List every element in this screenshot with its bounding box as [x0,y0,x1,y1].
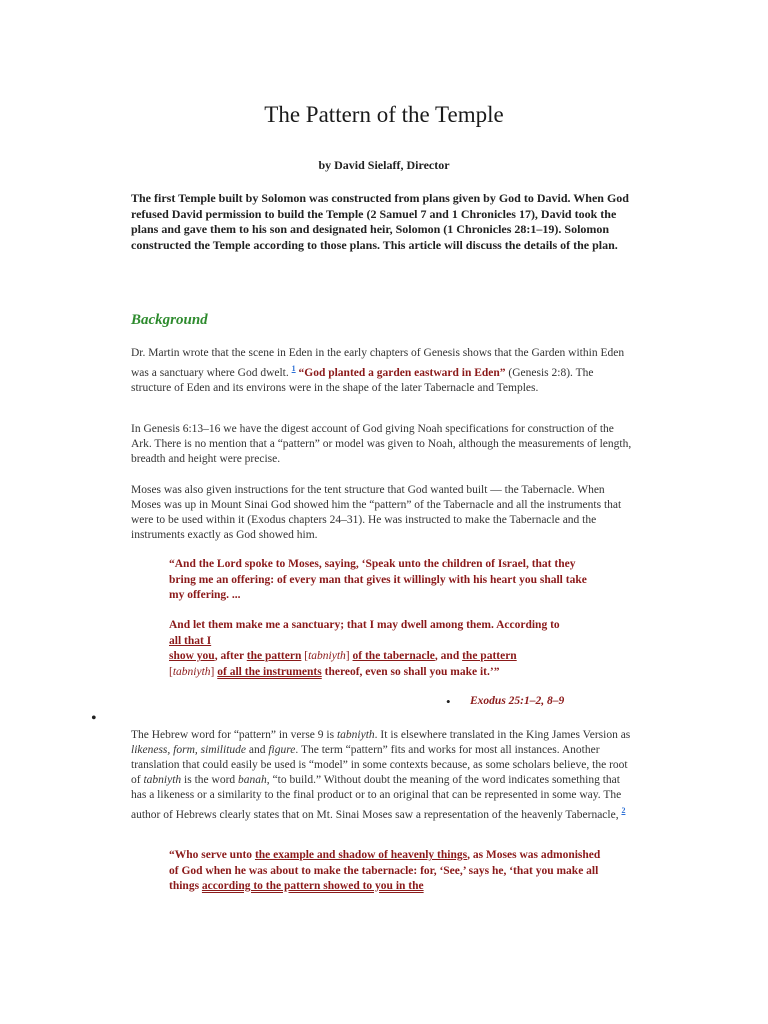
text: is the word [184,774,236,786]
text: , “to build.” Without doubt the meaning of the word indicates something that has a likeness or a similarity to the final product or to an original that can be represented in some way. The author of Hebrews clearly states that on Mt. Sinai Moses saw a representation of the heavenly Tabernacle, [131,774,622,821]
text: thereof, even so shall you make it.’” [324,665,500,678]
text: figure [268,744,296,756]
text: “Who serve unto [169,849,253,861]
text: ] [210,665,215,678]
text: . It is elsewhere translated in the King James Version as [374,729,631,741]
paragraph-noah: In Genesis 6:13–16 we have the digest account of God giving Noah specifications for construction of the Ark. There is no mention that a “pattern” or model was given to Noah, although the measurements of length, breadth and height were precise. [131,423,632,465]
text: and [248,744,266,756]
text: show you [169,650,215,662]
text: tabniyth [336,729,375,741]
text: Dr. Martin wrote that the scene in Eden in the early chapters of Genesis shows that the Garden within Eden was a sanctuary where God dwelt. [131,347,625,379]
text: , as Moses was admonished of God when he was about to make the tabernacle: for, ‘See,’ says he, ‘that you make all things [169,849,601,892]
text: And let them make me a sanctuary; that I may dwell among them. According to [169,619,560,631]
bullet-icon: • [446,694,451,709]
text: ] [345,650,350,662]
paragraph-moses: Moses was also given instructions for the tent structure that God wanted built — the Tabernacle. When Moses was up in Mount Sinai God showed him the “pattern” of the Tabernacle and all the instruments that were to be used within it (Exodus chapters 24–31). He was instructed to make the Tabernacle and the instruments exactly as God showed him. [131,484,622,541]
text: (Genesis 2:8). The structure of Eden and its environs were in the shape of the later Tabernacle and Temples. [131,366,594,394]
scripture-quote-block-1: “And the Lord spoke to Moses, saying, ‘Speak unto the children of Israel, that they bring me an offering: of every man that gives it willingly with his heart you shall take my offering. ... [169,558,587,601]
text: , after [214,650,244,662]
text: the example and shadow of heavenly things [254,849,468,861]
footnote-link-2[interactable]: 2 [621,806,626,815]
text: the pattern [462,650,517,662]
byline: by David Sielaff, Director [318,158,450,172]
intro-paragraph: The first Temple built by Solomon was constructed from plans given by God to David. When God refused David permission to build the Temple (2 Samuel 7 and 1 Chronicles 17), David took the plans and gave them to his son and designated heir, Solomon (1 Chronicles 28:1–19). Solomon constructed the Temple according to those plans. This article will discuss the details of the plan. [131,191,629,252]
text: likeness, form, similitude [131,744,246,756]
scripture-reference: Exodus 25:1–2, 8–9 [470,695,565,707]
text: tabniyth [308,650,346,662]
text: banah [238,774,267,786]
scripture-quote-block-3 [169,848,605,895]
text: all that I [169,634,212,647]
section-heading-background: Background [131,312,208,328]
text: , and [434,650,460,662]
text: tabniyth [172,665,211,678]
text: [ [304,650,309,662]
bullet-icon: • [91,710,97,727]
text: . The term “pattern” fits and works for most all instances. Another translation that could easily be used is “model” in some contexts because, as some scholars believe, the root of [131,744,628,786]
text: [ [169,665,173,678]
text: the pattern [246,650,302,662]
text: tabniyth [143,774,182,786]
text: of the tabernacle [352,650,435,662]
text: The Hebrew word for “pattern” in verse 9 is [131,729,335,741]
paragraph-eden [131,346,635,396]
page-title: The Pattern of the Temple [264,102,504,127]
paragraph-hebrew-word [131,728,635,823]
scripture-quote-block-2 [169,618,605,680]
scripture-quote: “God planted a garden eastward in Eden” [298,366,506,379]
text: according to the pattern showed to you in the [201,880,424,892]
text: of all the instruments [217,665,322,678]
footnote-link-1[interactable]: 1 [291,364,296,373]
